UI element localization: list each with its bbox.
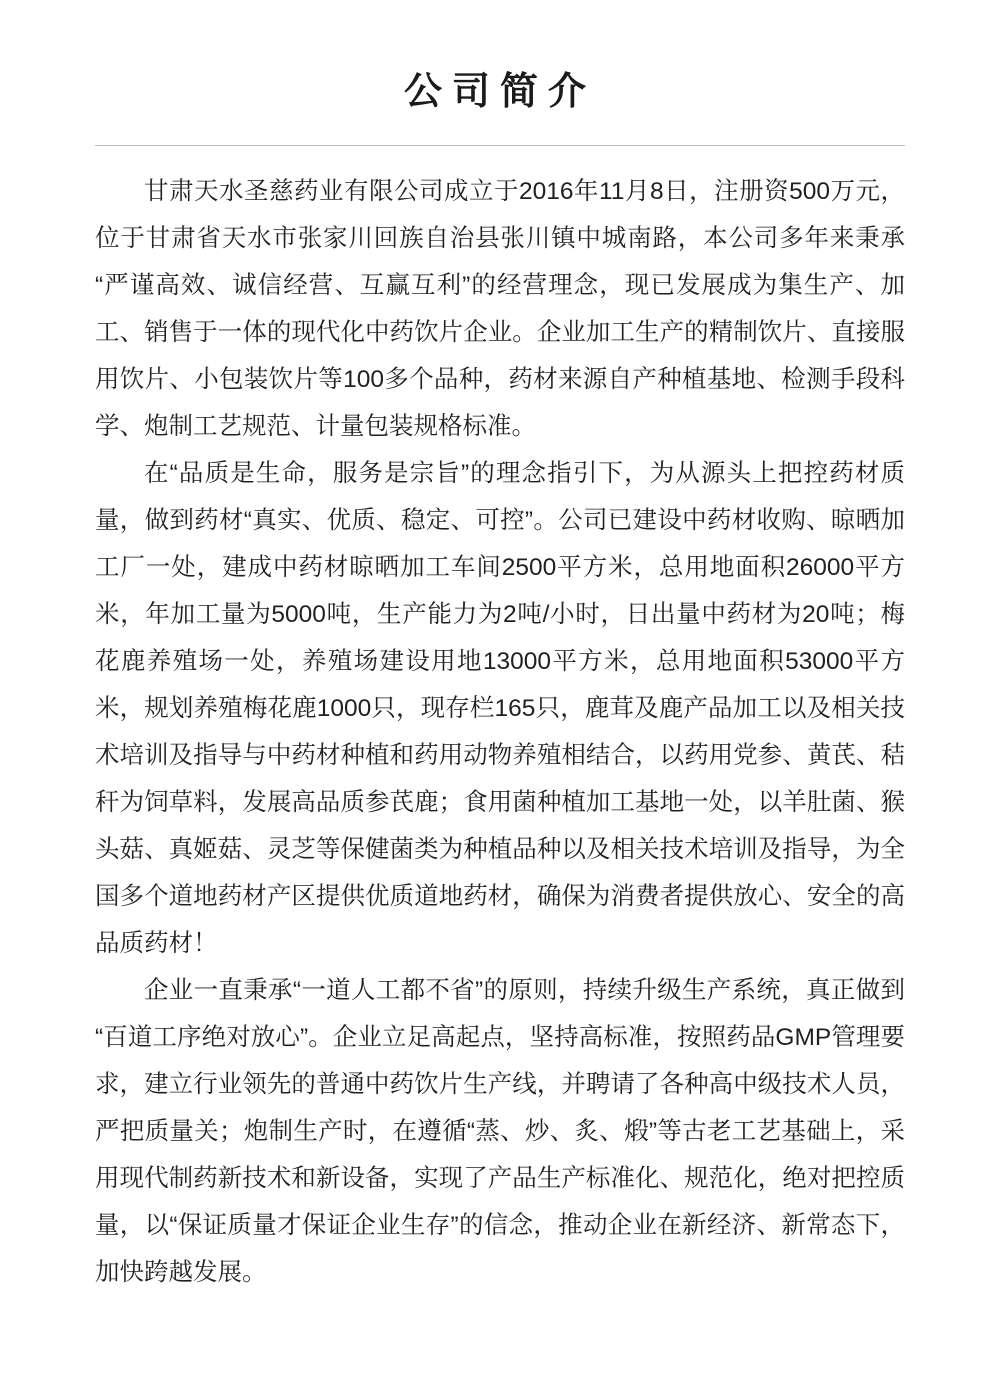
paragraph-2: 在“品质是生命，服务是宗旨”的理念指引下，为从源头上把控药材质量，做到药材“真实、优质、稳定、可控”。公司已建设中药材收购、晾晒加工厂一处，建成中药材晾晒加工车间2500平方米，总用地面积26000平方米，年加工量为5000吨，生产能力为2吨/小时，日出量中药材为20吨；梅花鹿养殖场一处，养殖场建设用地13000平方米，总用地面积53000平方米，规划养殖梅花鹿1000只，现存栏165只，鹿茸及鹿产品加工以及相关技术培训及指导与中药材种植和药用动物养殖相结合，以药用党参、黄芪、秸秆为饲草料，发展高品质参芪鹿；食用菌种植加工基地一处，以羊肚菌、猴头菇、真姬菇、灵芝等保健菌类为种植品种以及相关技术培训及指导，为全国多个道地药材产区提供优质道地药材，确保为消费者提供放心、安全的高品质药材！ xyxy=(95,460,905,958)
paragraph-1: 甘肃天水圣慈药业有限公司成立于2016年11月8日，注册资500万元，位于甘肃省天水市张家川回族自治县张川镇中城南路，本公司多年来秉承“严谨高效、诚信经营、互赢互利”的经营理念，现已发展成为集生产、加工、销售于一体的现代化中药饮片企业。企业加工生产的精制饮片、直接服用饮片、小包装饮片等100多个品种，药材来源自产种植基地、检测手段科学、炮制工艺规范、计量包装规格标准。 xyxy=(95,178,905,441)
paragraph-3: 企业一直秉承“一道人工都不省”的原则，持续升级生产系统，真正做到“百道工序绝对放心”。企业立足高起点，坚持高标准，按照药品GMP管理要求，建立行业领先的普通中药饮片生产线，并聘请了各种高中级技术人员，严把质量关；炮制生产时，在遵循“蒸、炒、炙、煅”等古老工艺基础上，采用现代制药新技术和新设备，实现了产品生产标准化、规范化，绝对把控质量，以“保证质量才保证企业生存”的信念，推动企业在新经济、新常态下，加快跨越发展。 xyxy=(95,977,905,1287)
page-title: 公司简介 xyxy=(403,71,596,113)
title-divider xyxy=(95,145,905,146)
document-body xyxy=(95,168,905,1296)
